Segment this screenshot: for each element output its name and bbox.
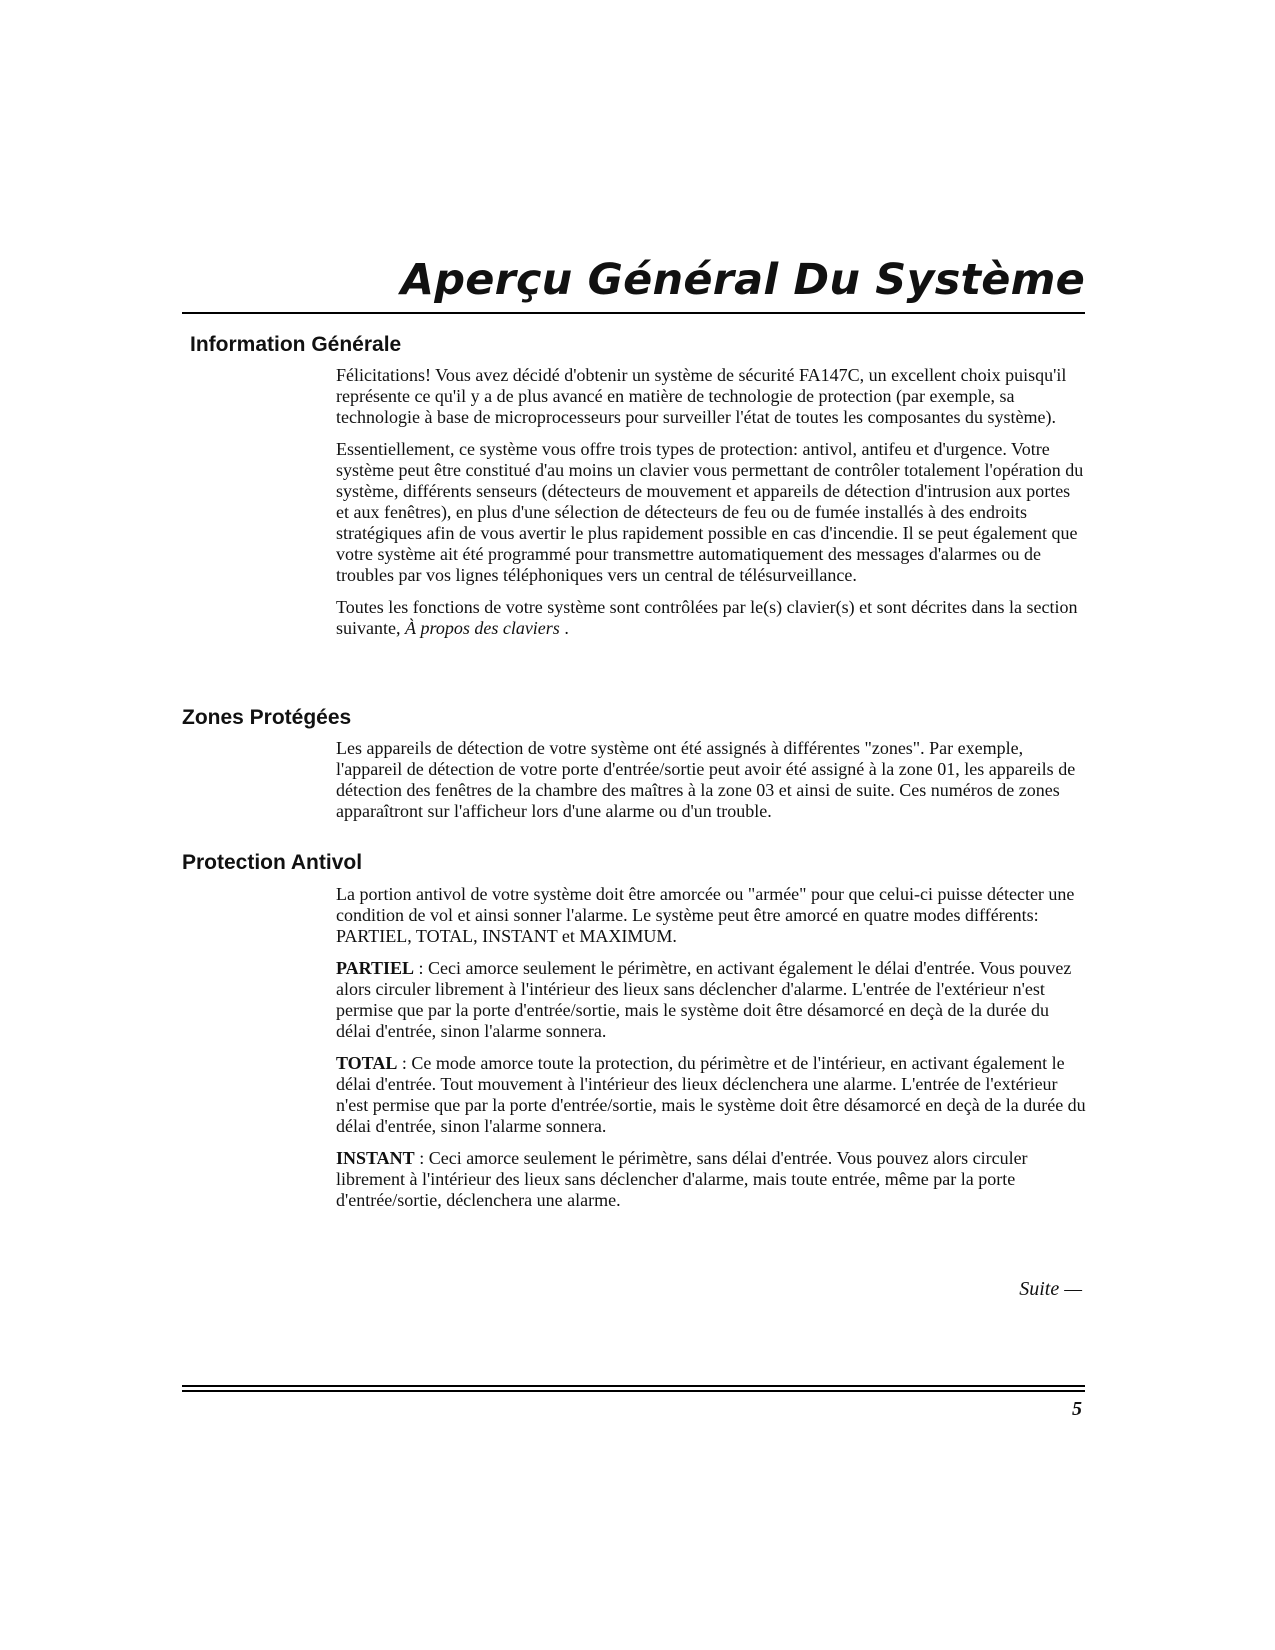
- mode-label: INSTANT: [336, 1148, 415, 1168]
- mode-label: PARTIEL: [336, 958, 415, 978]
- mode-total: [336, 1053, 1086, 1137]
- paragraph: Essentiellement, ce système vous offre trois types de protection: antivol, antifeu et d'urgence. Votre système peut être constitué d'au moins un clavier vous permettant de contrôler totalement l'opération du système, différents senseurs (détecteurs de mouvement et appareils de détection d'intrusion aux portes et aux fenêtres), en plus d'une sélection de détecteurs de feu ou de fumée installés à des endroits stratégiques afin de vous avertir le plus rapidement possible en cas d'incendie. Il se peut également que votre système ait été programmé pour transmettre automatiquement des messages d'alarmes ou de troubles par vos lignes téléphoniques vers un central de télésurveillance.: [336, 439, 1084, 585]
- paragraph-end: .: [559, 618, 569, 638]
- section-zones-protegees: [336, 738, 1086, 822]
- mode-description: : Ceci amorce seulement le périmètre, en activant également le délai d'entrée. Vous pouvez alors circuler librement à l'intérieur des lieux sans déclencher d'alarme. L'entrée de l'extérieur n'est permise que par la porte d'entrée/sortie, mais le système doit être désamorcé en deçà de la durée du délai d'entrée, sinon l'alarme sonnera.: [336, 958, 1072, 1041]
- mode-label: TOTAL: [336, 1053, 398, 1073]
- paragraph: [336, 597, 1086, 639]
- page-number: 5: [1072, 1398, 1082, 1420]
- mode-instant: [336, 1148, 1086, 1211]
- heading-information-generale: Information Générale: [190, 333, 402, 356]
- title-divider: [182, 312, 1085, 314]
- section-reference: À propos des claviers: [405, 618, 560, 638]
- paragraph: Félicitations! Vous avez décidé d'obtenir un système de sécurité FA147C, un excellent choix puisqu'il représente ce qu'il y a de plus avancé en matière de technologie de protection (par exemple, sa technologie à base de microprocesseurs pour surveiller l'état de toutes les composantes du système).: [336, 365, 1067, 427]
- heading-protection-antivol: Protection Antivol: [182, 851, 363, 874]
- heading-zones-protegees: Zones Protégées: [182, 706, 352, 729]
- paragraph: Les appareils de détection de votre système ont été assignés à différentes "zones". Par exemple, l'appareil de détection de votre porte d'entrée/sortie peut avoir été assigné à la zone 01, les appareils de détection des fenêtres de la chambre des maîtres à la zone 03 et ainsi de suite. Ces numéros de zones apparaîtront sur l'afficheur lors d'une alarme ou d'un trouble.: [336, 738, 1076, 821]
- section-protection-antivol: [336, 884, 1086, 1211]
- mode-partiel: [336, 958, 1086, 1042]
- paragraph-text: Toutes les fonctions de votre système sont contrôlées par le(s) clavier(s) et sont décrites dans la section suivante,: [336, 597, 1078, 638]
- paragraph: La portion antivol de votre système doit être amorcée ou "armée" pour que celui-ci puisse détecter une condition de vol et ainsi sonner l'alarme. Le système peut être amorcé en quatre modes différents: PARTIEL, TOTAL, INSTANT et MAXIMUM.: [336, 884, 1075, 946]
- mode-description: : Ce mode amorce toute la protection, du périmètre et de l'intérieur, en activant également le délai d'entrée. Tout mouvement à l'intérieur des lieux déclenchera une alarme. L'entrée de l'extérieur n'est permise que par la porte d'entrée/sortie, mais le système doit être désamorcé en deçà de la durée du délai d'entrée, sinon l'alarme sonnera.: [336, 1053, 1086, 1136]
- footer-divider: [182, 1385, 1085, 1392]
- continued-note: Suite —: [1019, 1278, 1082, 1300]
- mode-description: : Ceci amorce seulement le périmètre, sans délai d'entrée. Vous pouvez alors circuler librement à l'intérieur des lieux sans déclencher d'alarme, mais toute entrée, même par la porte d'entrée/sortie, déclenchera une alarme.: [336, 1148, 1028, 1210]
- section-information-generale: [336, 365, 1086, 639]
- page-title: Aperçu Général Du Système: [400, 255, 1085, 305]
